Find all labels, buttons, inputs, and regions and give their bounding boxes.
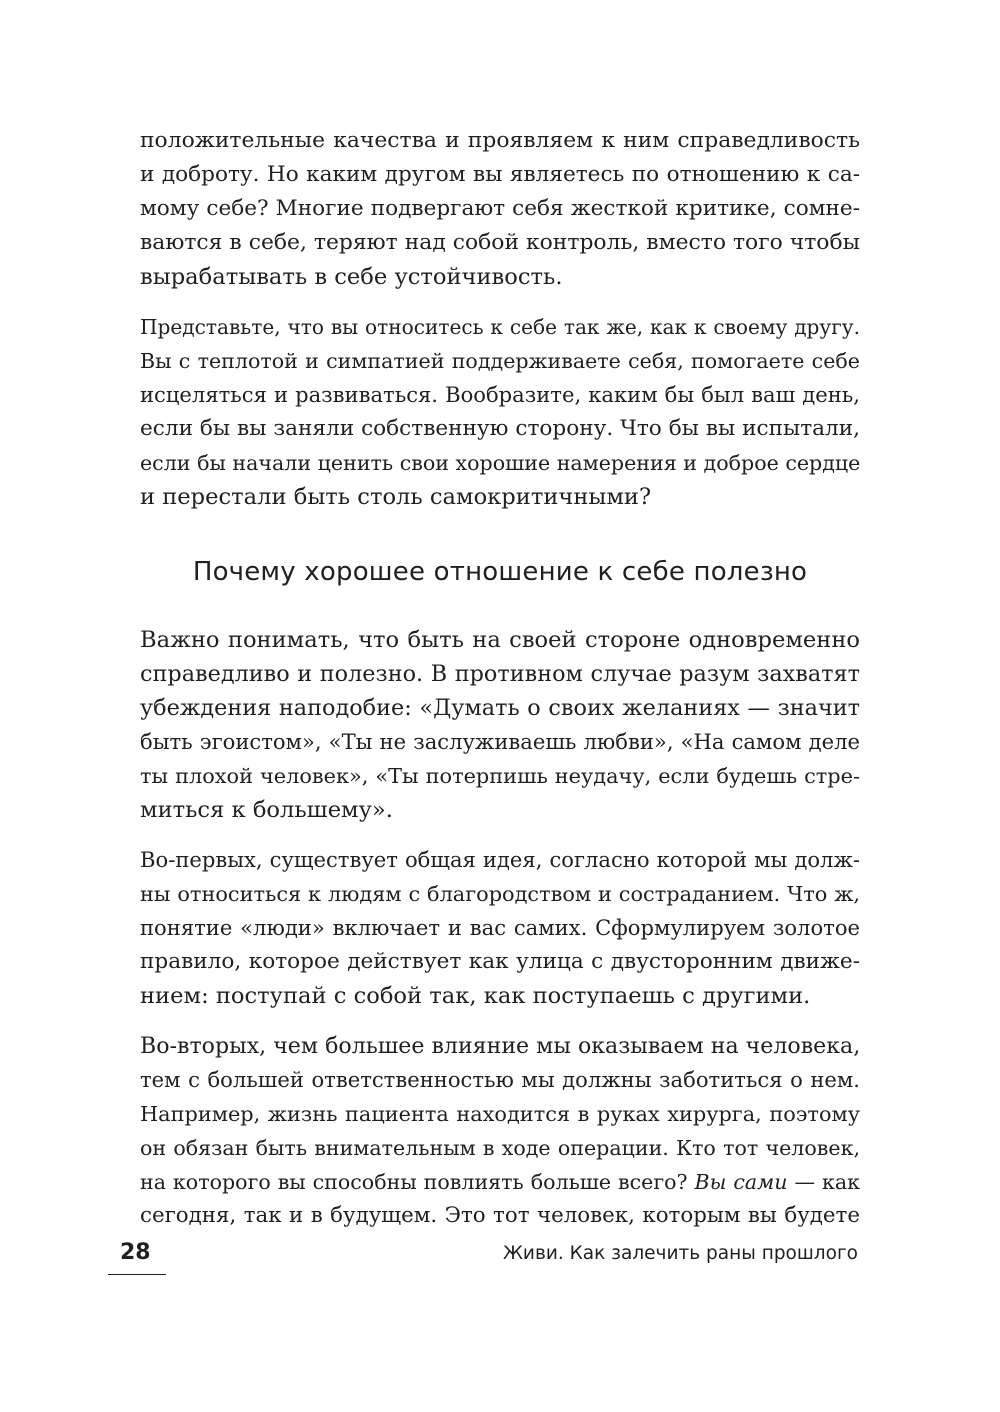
text-line: миться к большему». [140,797,393,823]
text-line: если бы вы заняли собственную сторону. Что бы вы испытали, [140,416,860,441]
text-line: быть эгоистом», «Ты не заслуживаешь любви», «На самом деле [140,729,860,754]
emphasis-text: Вы сами [694,1170,788,1194]
section-heading: Почему хорошее отношение к себе полезно [192,557,808,587]
text-fragment: — как [787,1170,860,1194]
text-line: убеждения наподобие: «Думать о своих желаниях — значит [140,695,860,721]
text-block-top [140,124,860,514]
text-line: Например, жизнь пациента находится в руках хирурга, поэтому [140,1102,860,1126]
running-footer-title: Живи. Как залечить раны прошлого [503,1243,858,1264]
text-line: и перестали быть столь самокритичными? [140,484,652,510]
text-line: Представьте, что вы относитесь к себе так же, как к своему другу. [140,315,860,339]
text-line: он обязан быть внимательным в ходе операции. Кто тот человек, [140,1136,860,1160]
paragraph-1 [140,124,860,294]
text-line: тем с большей ответственностью мы должны заботиться о нем. [140,1067,860,1092]
paragraph-4 [140,843,860,1013]
text-line: положительные качества и проявляем к ним справедливость [140,128,860,153]
paragraph-2 [140,310,860,514]
text-line: ны относиться к людям с благородством и состраданием. Что ж, [140,882,860,906]
text-line: если бы начали ценить свои хорошие намерения и доброе сердце [140,451,861,475]
text-line: Важно понимать, что быть на своей стороне одновременно [140,627,860,653]
text-line: понятие «люди» включает и вас самих. Сформулируем золотое [140,915,860,940]
page-number: 28 [120,1240,151,1265]
text-fragment: на которого вы способны повлиять больше всего? [140,1170,695,1194]
paragraph-5 [140,1029,860,1233]
paragraph-3 [140,623,860,827]
text-line: ты плохой человек», «Ты потерпишь неудачу, если будешь стре- [140,764,860,788]
text-line-with-emphasis [140,1165,860,1199]
text-line: сегодня, так и в будущем. Это тот человек, которым вы будете [140,1203,860,1228]
text-line: нием: поступай с собой так, как поступаешь с другими. [140,983,811,1009]
page-number-underline [108,1274,166,1275]
text-line: и доброту. Но каким другом вы являетесь по отношению к са- [140,162,860,187]
text-line: правило, которое действует как улица с двусторонним движе- [140,949,860,974]
text-line: Во-вторых, чем большее влияние мы оказываем на человека, [140,1033,861,1059]
text-line: мому себе? Многие подвергают себя жесткой критике, сомне- [140,196,860,221]
text-line: вырабатывать в себе устойчивость. [140,264,563,290]
text-line: ваются в себе, теряют над собой контроль, вместо того чтобы [140,230,860,255]
text-line: Во-первых, существует общая идея, согласно которой мы долж- [140,847,860,872]
text-line: справедливо и полезно. В противном случае разум захватят [140,661,860,687]
text-block-bottom [140,623,860,1233]
text-line: исцеляться и развиваться. Вообразите, каким бы был ваш день, [140,382,860,407]
text-line: Вы с теплотой и симпатией поддерживаете себя, помогаете себе [140,349,860,373]
